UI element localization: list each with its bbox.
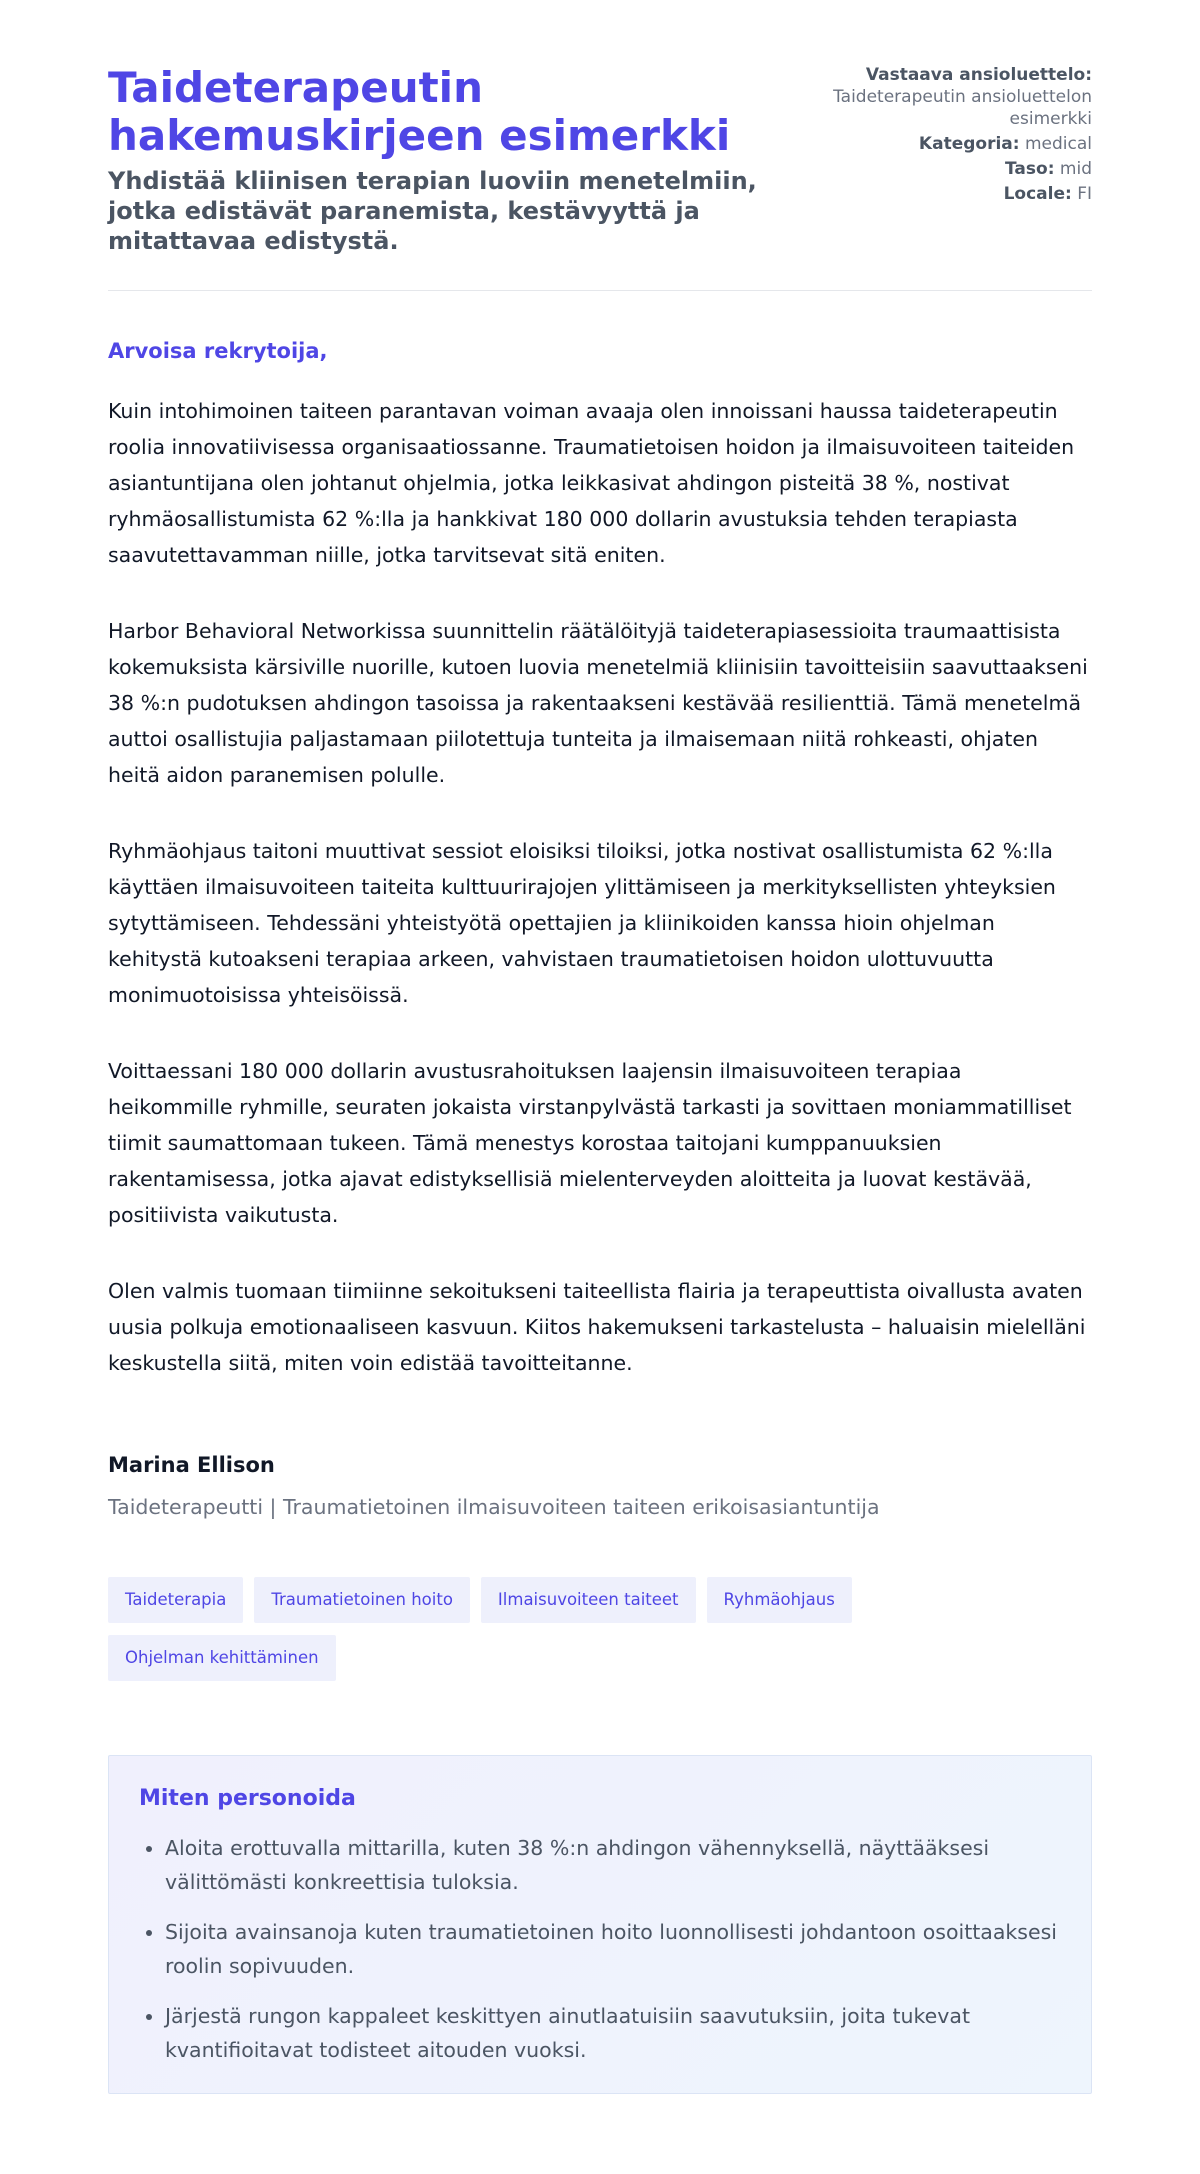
tips-list-item: • Aloita erottuvalla mittarilla, kuten 38 %:n ahdingon vähennyksellä, näyttääksesi välittömästi konkreettisia tuloksia. — [165, 1831, 1061, 1899]
header-title-block — [108, 64, 804, 256]
meta-level — [804, 158, 1092, 180]
personalization-tips-box — [108, 1755, 1092, 2094]
meta-category — [804, 133, 1092, 155]
meta-level-value: mid — [1059, 159, 1092, 179]
signature-title: Taideterapeutti | Traumatietoinen ilmaisuvoiteen taiteen erikoisasiantuntija — [108, 1495, 880, 1519]
meta-resume-label: Vastaava ansioluettelo: — [865, 65, 1092, 85]
signature-name: Marina Ellison — [108, 1453, 275, 1477]
metadata-panel — [804, 64, 1092, 208]
tips-list — [139, 1831, 1061, 2067]
skill-tag: Ohjelman kehittäminen — [108, 1635, 336, 1681]
tips-title: Miten personoida — [139, 1786, 356, 1811]
letter-paragraph: Voittaessani 180 000 dollarin avustusrahoituksen laajensin ilmaisuvoiteen terapiaa heikommille ryhmille, seuraten jokaista virstanpylvästä tarkasti ja sovittaen moniammatilliset tiimit saumattomaan tukeen. Tämä menestys korostaa taitojani kumppanuuksien rakentamisessa, jotka ajavat edistyksellisiä mielenterveyden aloitteita ja luovat kestävää, positiivista vaikutusta. — [108, 1059, 1072, 1227]
skill-tag: Ilmaisuvoiteen taiteet — [481, 1577, 696, 1623]
tips-list-item: • Järjestä rungon kappaleet keskittyen ainutlaatuisiin saavutuksiin, joita tukevat kvantifioitavat todisteet aitouden vuoksi. — [165, 1999, 1061, 2067]
letter-paragraph: Kuin intohimoinen taiteen parantavan voiman avaaja olen innoissani haussa taideterapeutin roolia innovatiivisessa organisaatiossanne. Traumatietoisen hoidon ja ilmaisuvoiteen taiteiden asiantuntijana olen johtanut ohjelmia, jotka leikkasivat ahdingon pisteitä 38 %, nostivat ryhmäosallistumista 62 %:lla ja hankkivat 180 000 dollarin avustuksia tehden terapiasta saavutettavamman niille, jotka tarvitsevat sitä eniten. — [108, 399, 1075, 567]
meta-locale-label: Locale: — [1003, 184, 1072, 204]
meta-resume-value: Taideterapeutin ansioluettelon esimerkki — [833, 87, 1092, 129]
letter-body — [108, 339, 1092, 1519]
meta-resume — [804, 64, 1092, 130]
meta-category-value: medical — [1024, 134, 1092, 154]
meta-level-label: Taso: — [1005, 159, 1055, 179]
skill-tag: Taideterapia — [108, 1577, 243, 1623]
meta-locale-value: FI — [1077, 184, 1092, 204]
salutation: Arvoisa rekrytoija, — [108, 339, 328, 363]
letter-paragraph: Ryhmäohjaus taitoni muuttivat sessiot eloisiksi tiloiksi, jotka nostivat osallistumista 62 %:lla käyttäen ilmaisuvoiteen taiteita kulttuurirajojen ylittämiseen ja merkityksellisten yhteyksien sytyttämiseen. Tehdessäni yhteistyötä opettajien ja kliinikoiden kanssa hioin ohjelman kehitystä kutoakseni terapiaa arkeen, vahvistaen traumatietoisen hoidon ulottuvuutta monimuotoisissa yhteisöissä. — [108, 839, 1056, 1007]
tips-list-item: • Sijoita avainsanoja kuten traumatietoinen hoito luonnollisesti johdantoon osoittaaksesi roolin sopivuuden. — [165, 1915, 1061, 1983]
meta-category-label: Kategoria: — [918, 134, 1020, 154]
page-subtitle: Yhdistää kliinisen terapian luoviin menetelmiin, jotka edistävät paranemista, kestävyyttä ja mitattavaa edistystä. — [108, 167, 757, 255]
letter-paragraph: Olen valmis tuomaan tiimiinne sekoitukseni taiteellista flairia ja terapeuttista oivallusta avaten uusia polkuja emotionaaliseen kasvuun. Kiitos hakemukseni tarkastelusta – haluaisin mielelläni keskustella siitä, miten voin edistää tavoitteitanne. — [108, 1279, 1086, 1375]
skill-tags — [108, 1577, 908, 1681]
skill-tag: Traumatietoinen hoito — [254, 1577, 470, 1623]
skill-tag: Ryhmäohjaus — [707, 1577, 852, 1623]
page-title: Taideterapeutin hakemuskirjeen esimerkki — [108, 63, 731, 160]
page-header — [108, 64, 1092, 291]
meta-locale — [804, 183, 1092, 205]
letter-paragraph: Harbor Behavioral Networkissa suunnittelin räätälöityjä taideterapiasessioita traumaattisista kokemuksista kärsiville nuorille, kutoen luovia menetelmiä kliinisiin tavoitteisiin saavuttaakseni 38 %:n pudotuksen ahdingon tasoissa ja rakentaakseni kestävää resilienttiä. Tämä menetelmä auttoi osallistujia paljastamaan piilotettuja tunteita ja ilmaisemaan niitä rohkeasti, ohjaten heitä aidon paranemisen polulle. — [108, 619, 1088, 787]
